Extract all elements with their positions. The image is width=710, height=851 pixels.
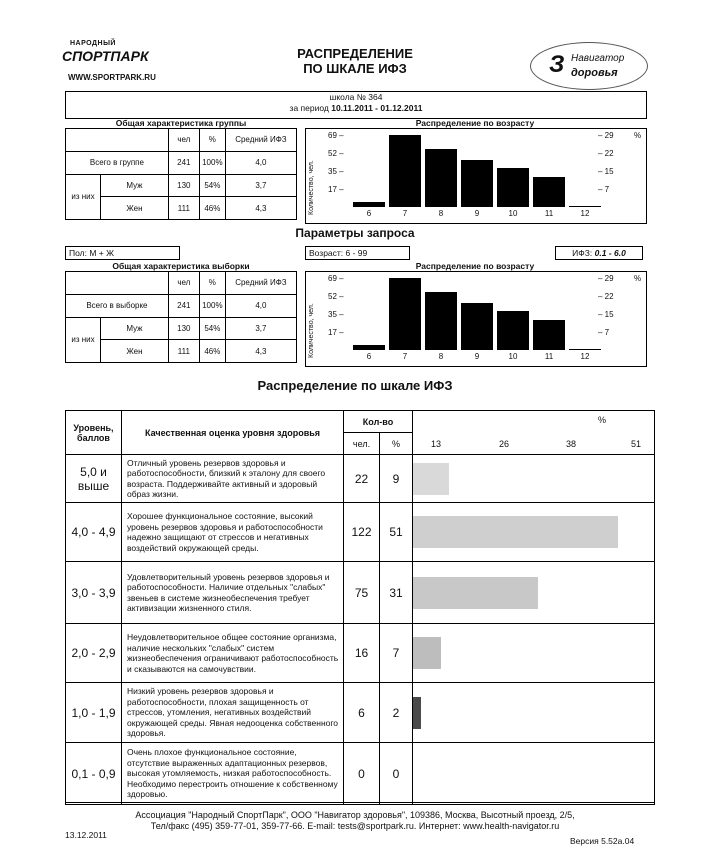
cell: 111 bbox=[168, 197, 199, 220]
bar-cell bbox=[413, 743, 655, 805]
header-level: Уровень, баллов bbox=[66, 411, 122, 455]
count-cell: 22 bbox=[344, 455, 380, 503]
row-label: Муж bbox=[101, 317, 169, 340]
main-section-title: Распределение по шкале ИФЗ bbox=[257, 378, 453, 393]
sample-stats-title: Общая характеристика выборки bbox=[112, 261, 250, 271]
page-title bbox=[255, 46, 455, 76]
scale-tick: 26 bbox=[499, 439, 510, 449]
age-bar bbox=[569, 349, 601, 351]
cell: 46% bbox=[199, 197, 225, 220]
ifz-label: ИФЗ: bbox=[572, 248, 593, 258]
count-cell: 6 bbox=[344, 683, 380, 743]
y-tick: 52 – bbox=[328, 292, 344, 301]
col-header: чел bbox=[168, 272, 199, 295]
cell: 3,7 bbox=[225, 317, 296, 340]
right-tick: – 22 bbox=[598, 149, 614, 158]
ifz-bar bbox=[413, 463, 449, 495]
period-label: за период bbox=[289, 103, 329, 113]
level-cell: 4,0 - 4,9 bbox=[66, 503, 122, 562]
pct-cell: 51 bbox=[380, 503, 413, 562]
row-label: Жен bbox=[101, 197, 169, 220]
logo-nav: Навигатор bbox=[571, 53, 625, 64]
age-bar bbox=[425, 149, 457, 207]
total-avg: 4,0 bbox=[225, 294, 296, 317]
y-tick: 69 – bbox=[328, 274, 344, 283]
period-value: 10.11.2011 - 01.12.2011 bbox=[331, 103, 423, 113]
logo-brand: НАРОДНЫЙ bbox=[70, 40, 116, 47]
level-cell: 0,1 - 0,9 bbox=[66, 743, 122, 805]
right-tick: – 15 bbox=[598, 167, 614, 176]
right-tick: – 7 bbox=[598, 185, 610, 194]
bar-cell bbox=[413, 562, 655, 624]
count-cell: 75 bbox=[344, 562, 380, 624]
footer-line-2: Тел/факс (495) 359-77-01, 359-77-66. E-mail: tests@sportpark.ru. Интернет: www.health-navigator.ru bbox=[150, 821, 560, 831]
x-tick: 9 bbox=[474, 352, 480, 361]
age-chart-1-title: Распределение по возрасту bbox=[415, 118, 535, 128]
x-tick: 11 bbox=[544, 209, 554, 218]
logo-url: WWW.SPORTPARK.RU bbox=[68, 73, 156, 82]
scale-tick: 38 bbox=[566, 439, 577, 449]
sportpark-logo bbox=[62, 40, 182, 90]
ifz-bar bbox=[413, 516, 618, 548]
age-bar bbox=[353, 202, 385, 207]
header-pct: % bbox=[380, 433, 413, 455]
right-tick: – 22 bbox=[598, 292, 614, 301]
cell: 4,3 bbox=[225, 340, 296, 363]
logo-name: СПОРТПАРК bbox=[62, 48, 149, 64]
x-tick: 8 bbox=[438, 352, 444, 361]
table-row bbox=[66, 503, 655, 562]
header-scale bbox=[413, 411, 655, 455]
x-tick: 8 bbox=[438, 209, 444, 218]
header-count: Кол-во bbox=[344, 411, 413, 433]
age-bar bbox=[533, 320, 565, 350]
group-stats-table bbox=[65, 128, 297, 220]
age-chart-1 bbox=[305, 128, 647, 224]
level-cell: 5,0 и выше bbox=[66, 455, 122, 503]
cell: 4,3 bbox=[225, 197, 296, 220]
logo-z: З bbox=[549, 51, 565, 78]
total-pct: 100% bbox=[199, 294, 225, 317]
right-tick: – 29 bbox=[598, 131, 614, 140]
age-chart-2 bbox=[305, 271, 647, 367]
table-row bbox=[66, 624, 655, 683]
cell: 3,7 bbox=[225, 174, 296, 197]
ifz-bar bbox=[413, 637, 441, 669]
cell: 130 bbox=[168, 317, 199, 340]
health-navigator-logo bbox=[530, 42, 648, 90]
version: Версия 5.52а.04 bbox=[570, 836, 635, 846]
level-cell: 3,0 - 3,9 bbox=[66, 562, 122, 624]
cell: 46% bbox=[199, 340, 225, 363]
y-tick: 69 – bbox=[328, 131, 344, 140]
y-axis-label: Количество, чел. bbox=[308, 303, 315, 358]
y-tick: 17 – bbox=[328, 328, 344, 337]
x-tick: 10 bbox=[508, 352, 518, 361]
header-quality: Качественная оценка уровня здоровья bbox=[122, 411, 344, 455]
age-bar bbox=[533, 177, 565, 207]
total-label: Всего в группе bbox=[66, 151, 169, 174]
table-row bbox=[66, 743, 655, 805]
title-line-2: ПО ШКАЛЕ ИФЗ bbox=[303, 61, 407, 76]
age-bar bbox=[389, 278, 421, 350]
age-bar bbox=[497, 311, 529, 350]
col-header: % bbox=[199, 129, 225, 152]
pct-cell: 2 bbox=[380, 683, 413, 743]
desc-cell: Неудовлетворительное общее состояние организма, наличие нескольких "слабых" систем жизнеобеспечения ограничивают работоспособность и сказываются на самочувствии. bbox=[122, 624, 344, 683]
pct-cell: 31 bbox=[380, 562, 413, 624]
y-tick: 35 – bbox=[328, 310, 344, 319]
desc-cell: Отличный уровень резервов здоровья и работоспособности, близкий к эталону для своего возраста. Поддерживайте активный и здоровый образ жизни. bbox=[122, 455, 344, 503]
col-header: Средний ИФЗ bbox=[225, 272, 296, 295]
x-tick: 12 bbox=[580, 209, 590, 218]
scale-tick: 13 bbox=[431, 439, 442, 449]
x-tick: 6 bbox=[366, 352, 372, 361]
sample-stats-table bbox=[65, 271, 297, 363]
ifz-filter bbox=[555, 246, 643, 260]
pct-cell: 9 bbox=[380, 455, 413, 503]
x-tick: 6 bbox=[366, 209, 372, 218]
footer bbox=[0, 810, 710, 832]
right-unit: % bbox=[634, 274, 642, 283]
empty-cell bbox=[66, 129, 169, 152]
pct-cell: 0 bbox=[380, 743, 413, 805]
cell: 130 bbox=[168, 174, 199, 197]
print-date: 13.12.2011 bbox=[65, 830, 107, 840]
col-header: % bbox=[199, 272, 225, 295]
bar-cell bbox=[413, 624, 655, 683]
row-label: Муж bbox=[101, 174, 169, 197]
row-label: Жен bbox=[101, 340, 169, 363]
y-tick: 52 – bbox=[328, 149, 344, 158]
ifz-range: 0.1 - 6.0 bbox=[594, 248, 626, 258]
ifz-bar bbox=[413, 577, 538, 609]
right-unit: % bbox=[634, 131, 642, 140]
pct-cell: 7 bbox=[380, 624, 413, 683]
level-cell: 2,0 - 2,9 bbox=[66, 624, 122, 683]
logo-dor: доровья bbox=[571, 67, 618, 79]
x-tick: 7 bbox=[402, 209, 408, 218]
school-name: школа № 364 bbox=[329, 92, 383, 102]
age-bar bbox=[461, 160, 493, 207]
x-tick: 11 bbox=[544, 352, 554, 361]
cell: 111 bbox=[168, 340, 199, 363]
cell: 54% bbox=[199, 317, 225, 340]
y-tick: 17 – bbox=[328, 185, 344, 194]
total-count: 241 bbox=[168, 294, 199, 317]
title-line-1: РАСПРЕДЕЛЕНИЕ bbox=[297, 46, 413, 61]
group-stats-title: Общая характеристика группы bbox=[115, 118, 247, 128]
total-label: Всего в выборке bbox=[66, 294, 169, 317]
right-tick: – 29 bbox=[598, 274, 614, 283]
scale-tick: 51 bbox=[631, 439, 642, 449]
age-bar bbox=[389, 135, 421, 207]
right-tick: – 7 bbox=[598, 328, 610, 337]
x-tick: 12 bbox=[580, 352, 590, 361]
age-chart-2-title: Распределение по возрасту bbox=[415, 261, 535, 271]
table-row bbox=[66, 455, 655, 503]
count-cell: 0 bbox=[344, 743, 380, 805]
period-line bbox=[66, 103, 646, 114]
age-bar bbox=[425, 292, 457, 350]
age-bar bbox=[461, 303, 493, 350]
level-cell: 1,0 - 1,9 bbox=[66, 683, 122, 743]
header-bar-pct: % bbox=[597, 415, 606, 425]
total-avg: 4,0 bbox=[225, 151, 296, 174]
empty-cell bbox=[66, 272, 169, 295]
ifz-bar bbox=[413, 697, 421, 729]
footer-divider bbox=[65, 802, 655, 803]
age-bar bbox=[497, 168, 529, 207]
age-bar bbox=[569, 206, 601, 208]
y-axis-label: Количество, чел. bbox=[308, 160, 315, 215]
of-them-label: из них bbox=[66, 174, 101, 220]
desc-cell: Очень плохое функциональное состояние, отсутствие выраженных адаптационных резервов, высокая утомляемость, низкая работоспособность. Необходимо перестроить отношение к собственному здоровью. bbox=[122, 743, 344, 805]
total-pct: 100% bbox=[199, 151, 225, 174]
table-row bbox=[66, 683, 655, 743]
desc-cell: Низкий уровень резервов здоровья и работоспособности, плохая защищенность от стрессов, утомления, негативных воздействий окружающей среды. Явная недооценка собственного здоровья. bbox=[122, 683, 344, 743]
desc-cell: Удовлетворительный уровень резервов здоровья и работоспособности. Наличие отдельных "слабых" звеньев в системе жизнеобеспечения требует активизации жизненного стиля. bbox=[122, 562, 344, 624]
of-them-label: из них bbox=[66, 317, 101, 363]
count-cell: 16 bbox=[344, 624, 380, 683]
total-count: 241 bbox=[168, 151, 199, 174]
bar-cell bbox=[413, 683, 655, 743]
right-tick: – 15 bbox=[598, 310, 614, 319]
footer-line-1: Ассоциация "Народный СпортПарк", ООО "Навигатор здоровья", 109386, Москва, Высотный проезд, 2/5, bbox=[135, 810, 575, 820]
ifz-distribution-table bbox=[65, 410, 655, 805]
y-tick: 35 – bbox=[328, 167, 344, 176]
bar-cell bbox=[413, 455, 655, 503]
age-filter: Возраст: 6 - 99 bbox=[305, 246, 410, 260]
x-tick: 10 bbox=[508, 209, 518, 218]
sex-filter: Пол: М + Ж bbox=[65, 246, 180, 260]
bar-cell bbox=[413, 503, 655, 562]
col-header: чел bbox=[168, 129, 199, 152]
x-tick: 9 bbox=[474, 209, 480, 218]
count-cell: 122 bbox=[344, 503, 380, 562]
col-header: Средний ИФЗ bbox=[225, 129, 296, 152]
desc-cell: Хорошее функциональное состояние, высокий уровень резервов здоровья и работоспособности надежно защищают от стрессов и негативных воздействий окружающей среды. bbox=[122, 503, 344, 562]
header-box bbox=[65, 91, 647, 119]
table-row bbox=[66, 562, 655, 624]
params-title: Параметры запроса bbox=[295, 226, 415, 240]
x-tick: 7 bbox=[402, 352, 408, 361]
age-bar bbox=[353, 345, 385, 350]
header-people: чел. bbox=[344, 433, 380, 455]
cell: 54% bbox=[199, 174, 225, 197]
